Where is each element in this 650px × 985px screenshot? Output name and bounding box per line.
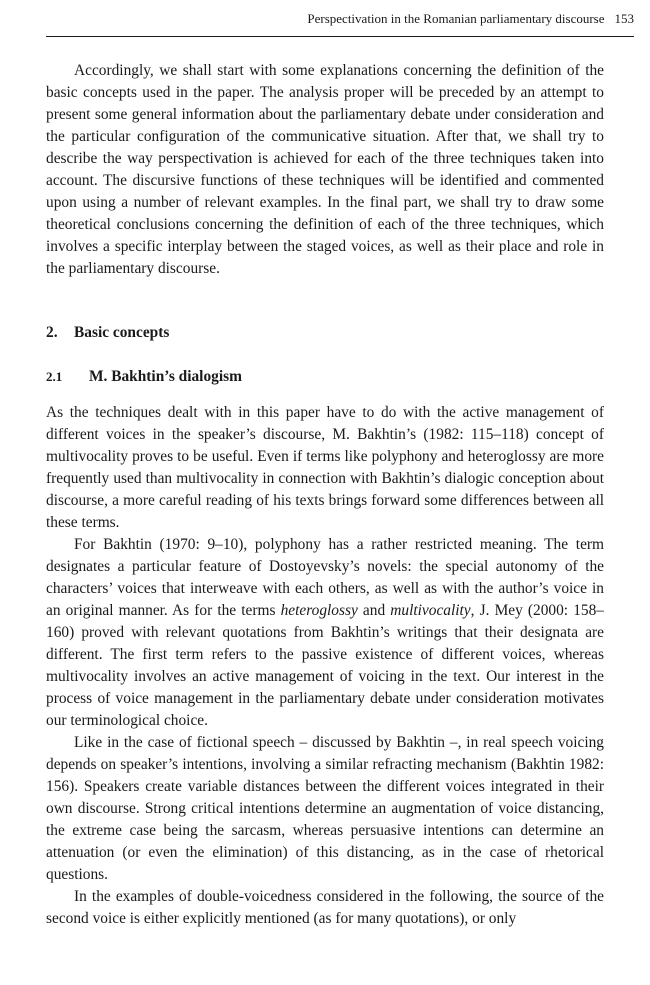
section-heading [46, 322, 604, 344]
running-head [46, 9, 634, 37]
page-body [46, 60, 604, 930]
polyphony-text-1: For Bakhtin (1970: 9–10), polyphony has a rather restricted meaning. The term designates a particular feature of Dostoyevsky’s novels: the special autonomy of the characters’ voices that interweave with each others, as well as with the author’s voice in an original manner. As for the terms [46, 536, 604, 619]
subsection-heading [46, 366, 604, 388]
running-head-title: Perspectivation in the Romanian parliamentary discourse [307, 11, 605, 26]
section-title: Basic concepts [74, 324, 170, 341]
page-number: 153 [614, 11, 634, 26]
body-paragraph-voicing: Like in the case of fictional speech – discussed by Bakhtin –, in real speech voicing depends on speaker’s intentions, involving a similar refracting mechanism (Bakhtin 1982: 156). Speakers create variable distances between the different voices integrated in their own discourse. Strong critical intentions determine an augmentation of voice distancing, the extreme case being the sarcasm, whereas persuasive intentions can determine an attenuation (or even the elimination) of this distancing, as in the case of rhetorical questions. [46, 734, 604, 883]
intro-paragraph: Accordingly, we shall start with some explanations concerning the definition of the basic concepts used in the paper. The analysis proper will be preceded by an attempt to present some general information about the parliamentary debate under consideration and the particular configuration of the communicative situation. After that, we shall try to describe the way perspectivation is achieved for each of the three techniques taken into account. The discursive functions of these techniques will be identified and commented upon using a number of relevant examples. In the final part, we shall try to draw some theoretical conclusions concerning the definition of each of the three techniques, which involves a specific interplay between the staged voices, as well as their place and role in the parliamentary discourse. [46, 62, 604, 277]
body-paragraph-polyphony [46, 534, 604, 732]
polyphony-text-2: and [357, 602, 391, 619]
subsection-title: M. Bakhtin’s dialogism [89, 368, 242, 385]
section-number: 2. [46, 324, 58, 341]
body-paragraph-multivocality: As the techniques dealt with in this paper have to do with the active management of different voices in the speaker’s discourse, M. Bakhtin’s (1982: 115–118) concept of multivocality proves to be useful. Even if terms like polyphony and heteroglossy are more frequently used than multivocality in connection with Bakhtin’s dialogic conception about discourse, a more careful reading of his texts brings forward some differences between all these terms. [46, 404, 604, 531]
subsection-number: 2.1 [46, 369, 63, 384]
term-multivocality: multivocality [390, 602, 471, 619]
polyphony-text-3: , J. Mey (2000: 158–160) proved with relevant quotations from Bakhtin’s writings that their designata are different. The first term refers to the passive existence of different voices, whereas multivocality involves an active management of voicing in the text. Our interest in the process of voice management in the parliamentary debate under consideration motivates our terminological choice. [46, 602, 604, 729]
term-heteroglossy: heteroglossy [280, 602, 358, 619]
body-paragraph-double-voicedness: In the examples of double-voicedness considered in the following, the source of the second voice is either explicitly mentioned (as for many quotations), or only [46, 888, 604, 927]
